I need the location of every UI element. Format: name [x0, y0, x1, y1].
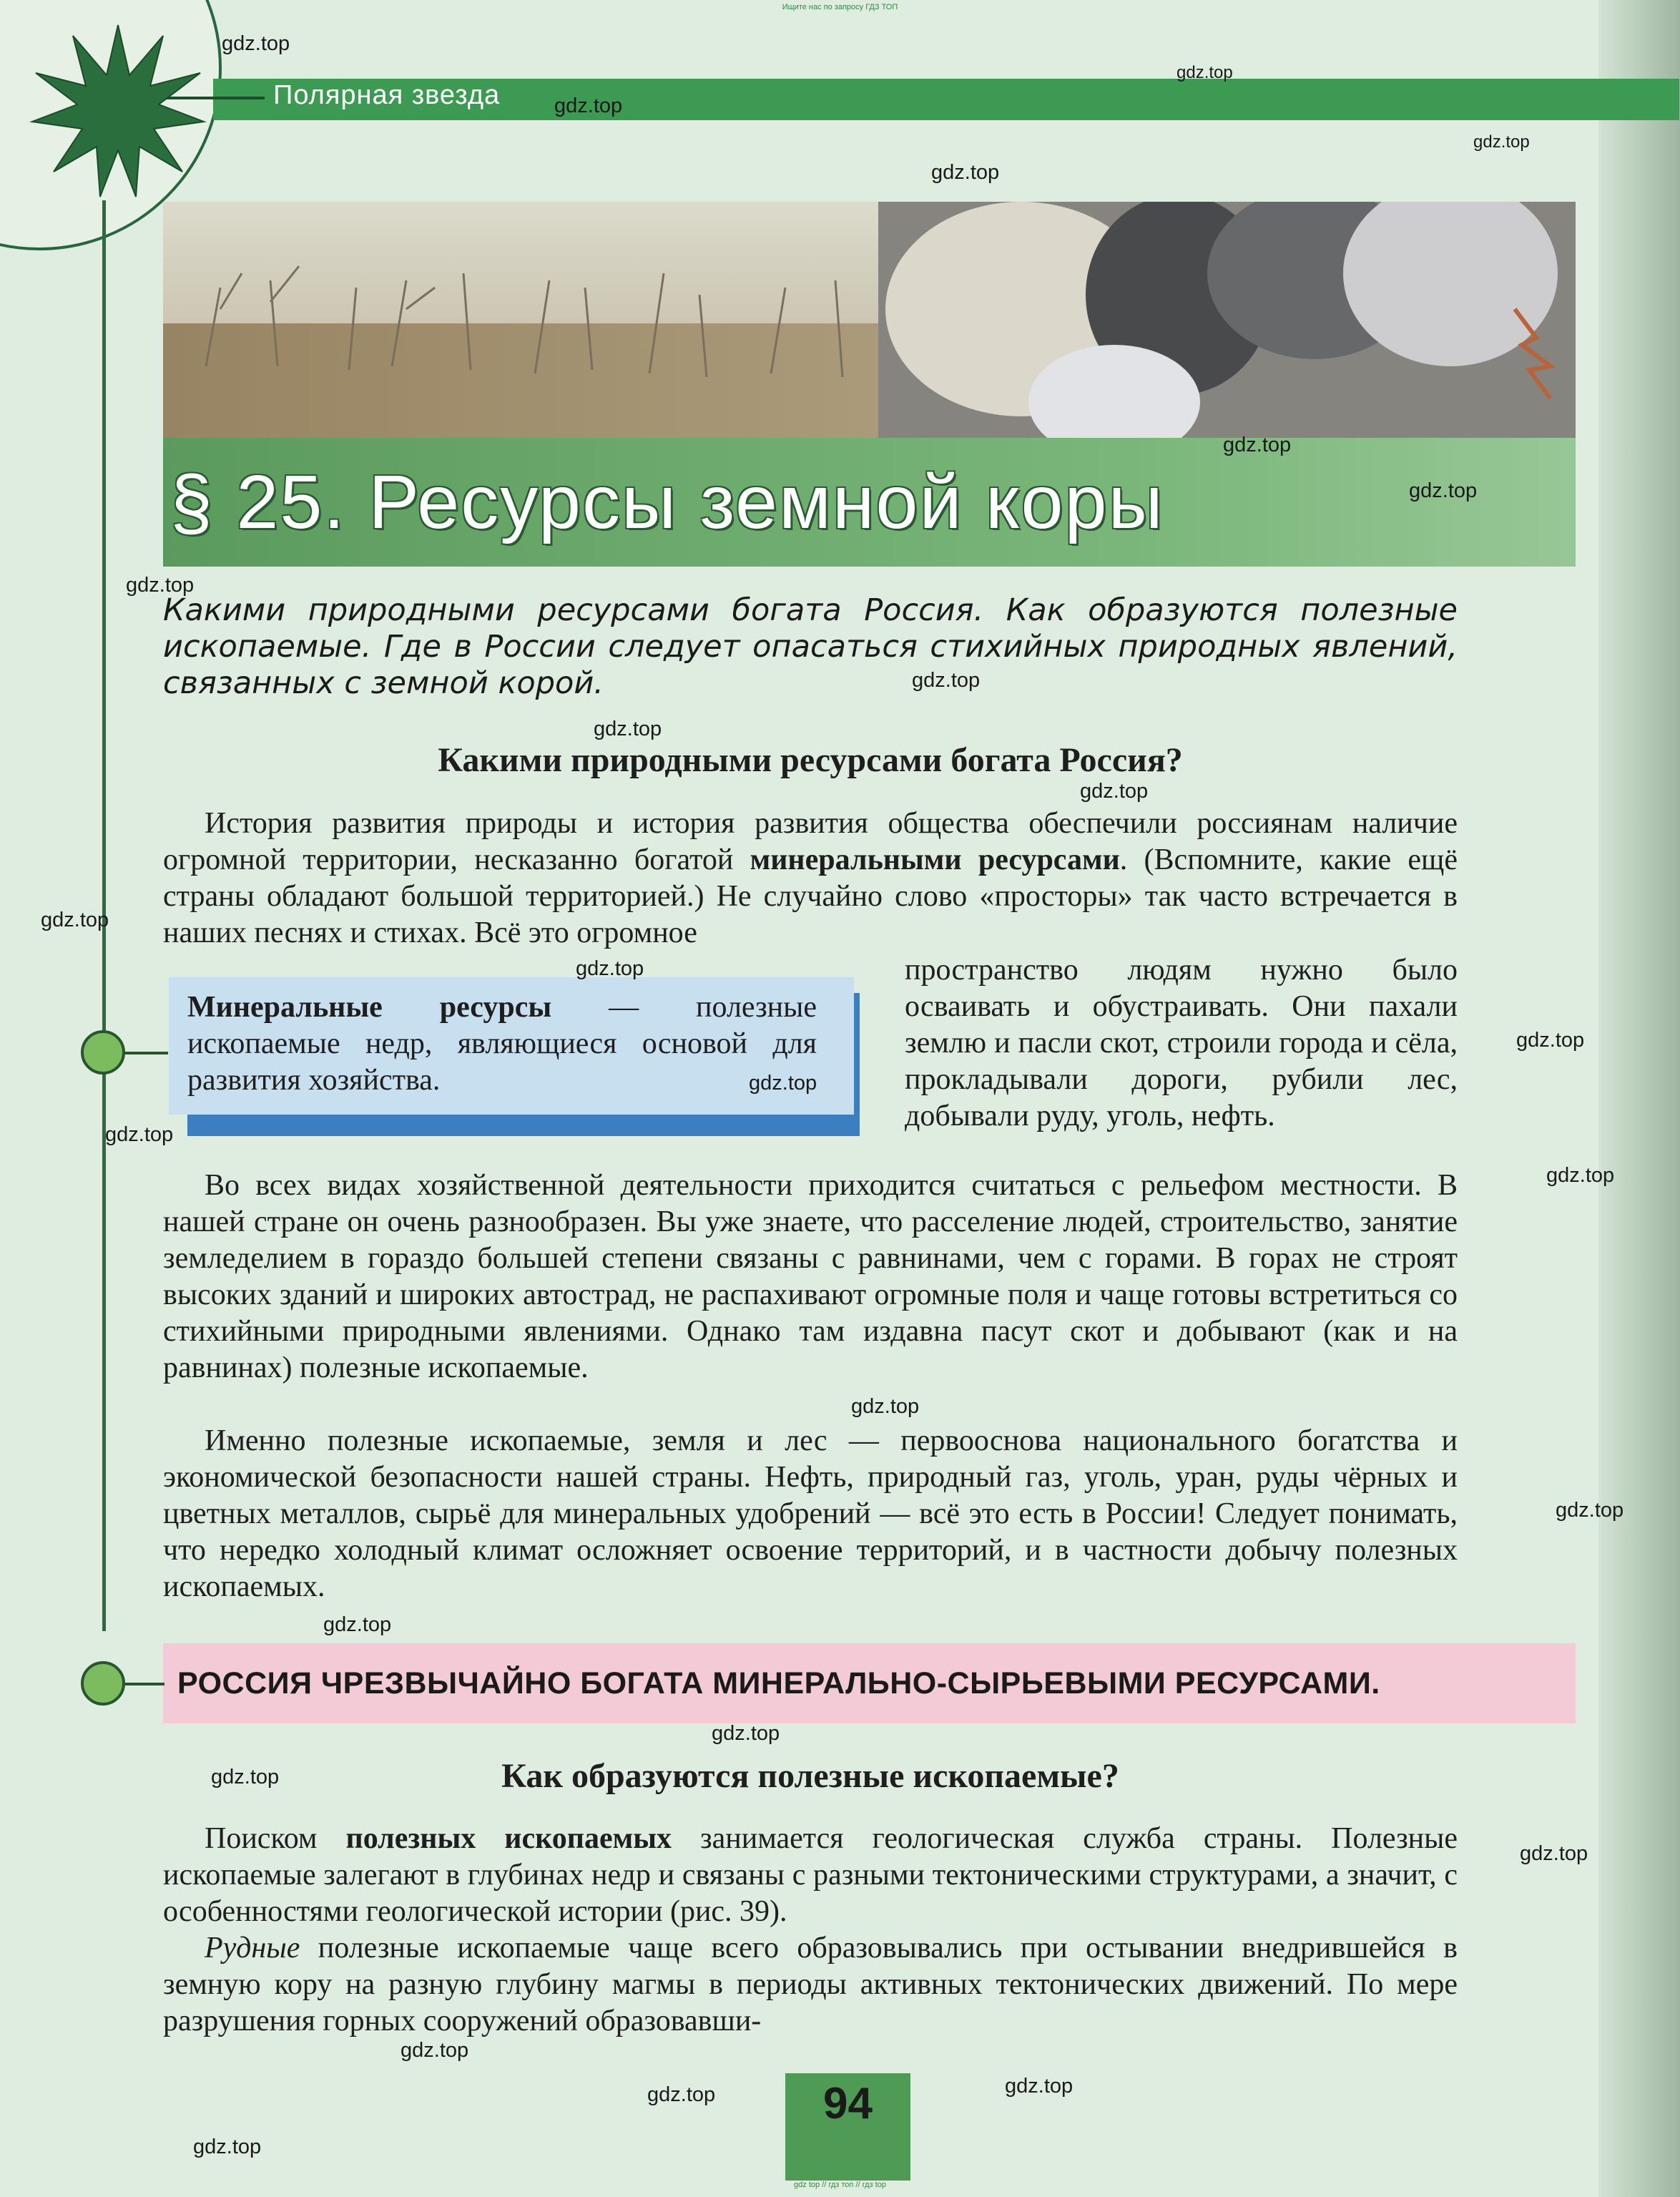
key-statement: РОССИЯ ЧРЕЗВЫЧАЙНО БОГАТА МИНЕРАЛЬНО-СЫРЬЕВЫМИ РЕСУРСАМИ.	[177, 1666, 1380, 1701]
watermark: gdz.top	[1516, 1029, 1585, 1052]
term-ore: Рудные	[205, 1932, 300, 1964]
watermark: gdz.top	[712, 1722, 780, 1745]
term-minerals: полезных ископаемых	[345, 1822, 672, 1855]
paragraph-title: § 25. Ресурсы земной коры	[170, 460, 1164, 544]
watermark: gdz.top	[576, 957, 644, 980]
watermark: gdz.top	[1556, 1499, 1624, 1522]
watermark: gdz.top	[401, 2039, 469, 2062]
intro-questions: Какими природными ресурсами богата Россия. Как образуются полезные ископаемые. Где в России следует опасаться стихийных природных явлений, связанных с земной корой.	[163, 592, 1458, 701]
watermark: gdz.top	[193, 2135, 262, 2158]
watermark: gdz.top	[1409, 479, 1478, 502]
watermark: gdz.top	[1473, 132, 1530, 152]
watermark: gdz.top	[554, 94, 623, 117]
watermark: gdz.top	[912, 669, 981, 692]
definition-text: Минеральные ресурсы — полезные ископаемые недр, являющиеся основой для развития хозяйства.	[187, 991, 817, 1097]
page-number: 94	[823, 2079, 873, 2128]
section1-paragraph1: История развития природы и история развития общества обеспечили россиянам наличие огромной территории, несказанно богатой минеральными ресурсами. (Вспомните, какие ещё страны обладают большой территорией.) Не случайно слово «просторы» так часто встречается в наших песнях и стихах. Всё это огромное	[163, 807, 1458, 949]
section1-paragraph2: Во всех видах хозяйственной деятельности приходится считаться с рельефом местности. В нашей стране он очень разнообразен. Вы уже знаете, что расселение людей, строительство, занятие земледелием в гораздо большей степени связаны с равнинами, чем с горами. В горах не строят высоких зданий и широких автострад, не распахивают огромные поля и чаще готовы встретиться со стихийными природными явлениями. Однако там издавна пасут скот и добывают (как и на равнинах) полезные ископаемые.	[163, 1169, 1458, 1384]
bottom-note: gdz top // гдз топ // гдз top	[794, 2181, 886, 2189]
watermark: gdz.top	[1520, 1842, 1588, 1865]
rubric-label: Полярная звезда	[273, 80, 501, 110]
watermark: gdz.top	[1223, 434, 1292, 456]
timeline-marker-definition	[81, 1030, 125, 1075]
section1-paragraph1-continued: пространство людям нужно было осваивать и обустраивать. Они пахали землю и пасли скот, строили города и сёла, прокладывали дороги, рубили лес, добывали руду, уголь, нефть.	[905, 954, 1458, 1132]
watermark: gdz.top	[41, 909, 109, 931]
watermark: gdz.top	[1080, 780, 1149, 803]
section2-heading: Как образуются полезные ископаемые?	[501, 1757, 1119, 1795]
watermark: gdz.top	[1005, 2075, 1074, 2098]
watermark: gdz.top	[851, 1395, 920, 1418]
watermark: gdz.top	[126, 574, 195, 597]
watermark: gdz.top	[1546, 1164, 1615, 1187]
watermark: gdz.top	[105, 1123, 174, 1146]
watermark: gdz.top	[594, 718, 662, 740]
section2-paragraph2: Рудные полезные ископаемые чаще всего образовывались при остывании внедрившейся в земную кору на разную глубину магмы в периоды активных тектонических движений. По мере разрушения горных сооружений образовавши-	[163, 1932, 1458, 2037]
watermark: gdz.top	[323, 1613, 392, 1636]
timeline-marker-key-statement	[81, 1661, 125, 1706]
polar-star-icon	[29, 21, 207, 200]
watermark: gdz.top	[211, 1766, 280, 1789]
section1-paragraph3: Именно полезные ископаемые, земля и лес — первооснова национального богатства и экономической безопасности нашей страны. Нефть, природный газ, уголь, уран, руды чёрных и цветных металлов, сырьё для минеральных удобрений — всё это есть в России! Следует понимать, что нередко холодный климат осложняет освоение территорий, и в частности добычу полезных ископаемых.	[163, 1424, 1458, 1603]
top-note: Ищите нас по запросу ГДЗ ТОП	[782, 3, 898, 11]
banner-photo	[163, 202, 1576, 438]
watermark: gdz.top	[647, 2083, 716, 2106]
watermark: gdz.top	[222, 32, 290, 55]
timeline-marker-connector	[125, 1683, 164, 1685]
section1-heading: Какими природными ресурсами богата Россия?	[438, 741, 1183, 779]
watermark: gdz.top	[1177, 63, 1233, 82]
term-mineral-resources: минеральными ресурсами	[750, 843, 1120, 876]
section2-paragraph1: Поиском полезных ископаемых занимается геологическая служба страны. Полезные ископаемые залегают в глубинах недр и связаны с разными тектоническими структурами, а значит, с особенностями геологической истории (рис. 39).	[163, 1822, 1458, 1928]
watermark: gdz.top	[931, 161, 1000, 184]
timeline-marker-connector	[125, 1052, 168, 1055]
watermark: gdz.top	[749, 1072, 817, 1095]
page-gutter-shadow	[1598, 0, 1680, 2197]
